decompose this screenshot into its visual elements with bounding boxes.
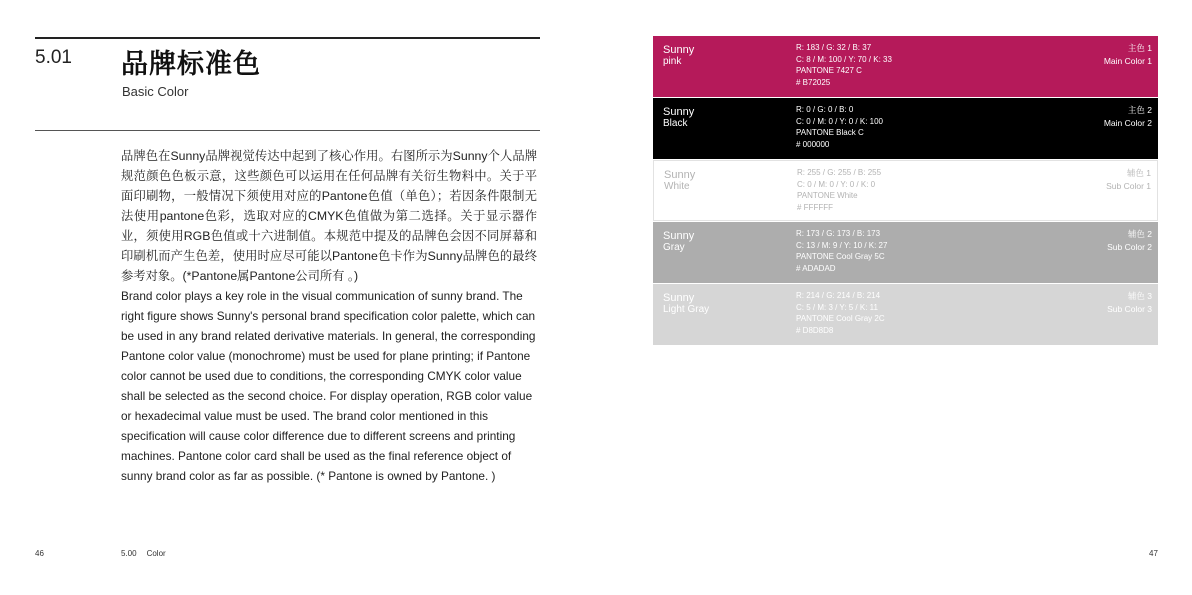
swatch-specs (796, 228, 887, 274)
swatch-role-en: Main Color 2 (1103, 118, 1152, 128)
swatch-name-line1: Sunny (663, 106, 695, 118)
divider-rule (35, 130, 540, 131)
swatch-name-line1: Sunny (663, 230, 695, 242)
section-subtitle: Basic Color (122, 84, 189, 99)
swatch-role-en: Sub Color 2 (1107, 242, 1152, 252)
color-swatch (653, 284, 1158, 345)
swatch-name-line1: Sunny (663, 292, 695, 304)
color-swatch-list (653, 36, 1158, 346)
swatch-name (664, 169, 695, 193)
footer-section-name: Color (146, 549, 166, 558)
swatch-specs (796, 104, 883, 150)
swatch-pantone: PANTONE 7427 C (796, 66, 862, 75)
swatch-name-line2: Light Gray (663, 304, 710, 315)
page-number-left: 46 (35, 549, 44, 558)
swatch-rgb: R: 173 / G: 173 / B: 173 (796, 229, 881, 238)
swatch-cmyk: C: 0 / M: 0 / Y: 0 / K: 100 (796, 116, 884, 126)
swatch-name-line2: Black (663, 118, 688, 129)
swatch-name (663, 292, 709, 316)
swatch-pantone: PANTONE Cool Gray 2C (796, 314, 885, 323)
color-swatch (653, 222, 1158, 283)
swatch-rgb: R: 0 / G: 0 / B: 0 (796, 105, 854, 114)
top-rule (35, 37, 540, 39)
swatch-pantone: PANTONE Black C (796, 128, 864, 137)
swatch-pantone: PANTONE White (797, 191, 858, 200)
swatch-role (1106, 167, 1151, 193)
swatch-specs (796, 42, 892, 88)
swatch-specs (797, 167, 881, 213)
swatch-rgb: R: 255 / G: 255 / B: 255 (797, 168, 882, 177)
footer-section-label (121, 549, 176, 558)
swatch-role-zh: 主色 2 (1127, 105, 1152, 115)
swatch-role-en: Sub Color 3 (1107, 304, 1152, 314)
swatch-role (1104, 104, 1152, 130)
swatch-role (1107, 228, 1152, 254)
swatch-rgb: R: 214 / G: 214 / B: 214 (796, 291, 881, 300)
swatch-name (663, 106, 694, 130)
page-number-right: 47 (1149, 549, 1158, 558)
swatch-pantone: PANTONE Cool Gray 5C (796, 252, 885, 261)
swatch-specs (796, 290, 885, 336)
section-title: 品牌标准色 (121, 49, 261, 79)
footer-section-code: 5.00 (121, 549, 137, 558)
color-swatch (653, 98, 1158, 159)
body-text-chinese: 品牌色在Sunny品牌视觉传达中起到了核心作用。右图所示为Sunny个人品牌规范颜色色板示意，这些颜色可以运用在任何品牌有关衍生物料中。关于平面印刷物，一般情况下须使用对应的Pantone色值（单色）；若因条件限制无法使用pantone色彩，选取对应的CMYK色值做为第二选择。关于显示器作业，须使用RGB色值或十六进制值。本规范中提及的品牌色会因不同屏幕和印刷机而产生色差，使用时应尽可能以Pantone色卡作为Sunny品牌色的最终参考对象。(*Pantone属Pantone公司所有 。) (121, 149, 537, 283)
swatch-name-line2: Gray (663, 242, 685, 253)
swatch-hex: # FFFFFF (797, 202, 833, 212)
swatch-role (1107, 290, 1152, 316)
body-text-english: Brand color plays a key role in the visual communication of sunny brand. The right figure shows Sunny's personal brand specification color palette, which can be used in any brand related derivative materials. In general, the corresponding Pantone color value (monochrome) must be used for plane printing; if Pantone color cannot be used due to conditions, the corresponding CMYK color value shall be selected as the second choice. For display operation, RGB color value or hexadecimal value must be used. The brand color mentioned in this specification will cause color difference due to different screens and printing machines. Pantone color card shall be used as the final reference object of sunny brand color as far as possible. (* Pantone is owned by Pantone. ) (121, 289, 536, 483)
swatch-name-line1: Sunny (664, 169, 696, 181)
swatch-name-line1: Sunny (663, 44, 695, 56)
swatch-hex: # D8D8D8 (796, 325, 834, 335)
swatch-role-zh: 辅色 3 (1127, 291, 1152, 301)
swatch-cmyk: C: 0 / M: 0 / Y: 0 / K: 0 (797, 179, 876, 189)
swatch-role-zh: 辅色 2 (1127, 229, 1152, 239)
swatch-role-en: Sub Color 1 (1106, 181, 1151, 191)
swatch-rgb: R: 183 / G: 32 / B: 37 (796, 43, 872, 52)
swatch-name (663, 230, 694, 254)
swatch-cmyk: C: 13 / M: 9 / Y: 10 / K: 27 (796, 240, 888, 250)
swatch-role (1104, 42, 1152, 68)
swatch-name (663, 44, 694, 68)
swatch-name-line2: White (664, 181, 690, 192)
swatch-hex: # 000000 (796, 139, 830, 149)
swatch-role-zh: 主色 1 (1127, 43, 1152, 53)
swatch-hex: # B72025 (796, 77, 831, 87)
color-swatch (653, 160, 1158, 221)
color-swatch (653, 36, 1158, 97)
swatch-role-zh: 辅色 1 (1126, 168, 1151, 178)
swatch-cmyk: C: 8 / M: 100 / Y: 70 / K: 33 (796, 54, 892, 64)
swatch-hex: # ADADAD (796, 263, 836, 273)
section-number: 5.01 (35, 47, 72, 68)
swatch-role-en: Main Color 1 (1103, 56, 1152, 66)
swatch-name-line2: pink (663, 56, 682, 67)
swatch-cmyk: C: 5 / M: 3 / Y: 5 / K: 11 (796, 302, 878, 312)
